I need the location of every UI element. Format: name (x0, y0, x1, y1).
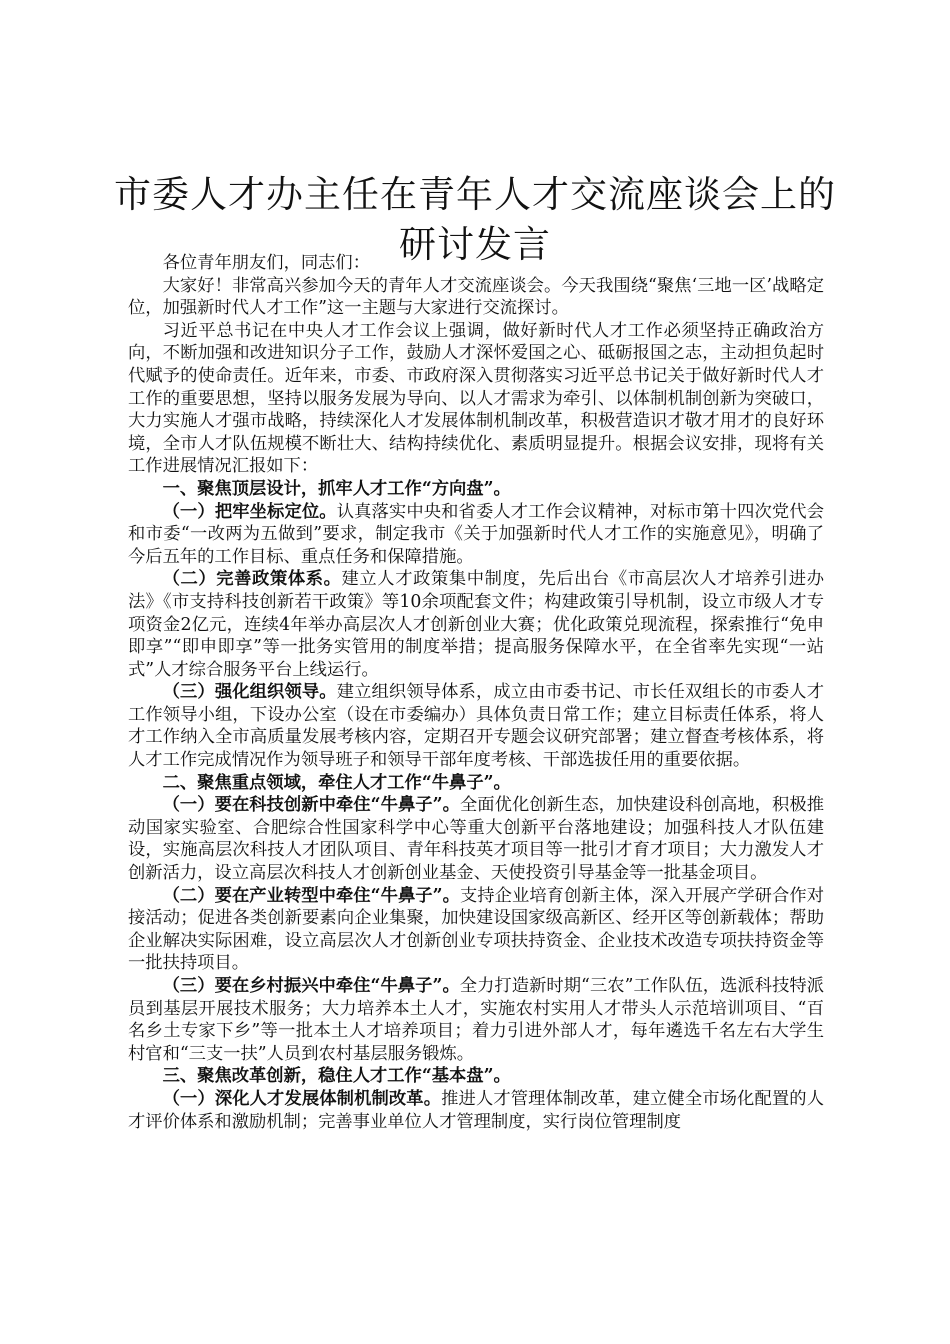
subsection-text: 支持企业培育创新主体，深入开展产学研合作对接活动；促进各类创新要素向企业集聚，加快建设国家级高新区、经开区等创新载体；帮助企业解决实际困难，设立高层次人才创新创业专项扶持资金、企业技术改造专项扶持资金等一批扶持项目。 (128, 885, 824, 974)
subsection-paragraph (128, 681, 824, 771)
body-paragraph: 大家好！非常高兴参加今天的青年人才交流座谈会。今天我围绕“聚焦‘三地一区’战略定位，加强新时代人才工作”这一主题与大家进行交流探讨。 (128, 275, 824, 319)
section-heading: 一、聚焦顶层设计，抓牢人才工作“方向盘”。 (162, 478, 511, 499)
subsection-text: 认真落实中央和省委人才工作会议精神，对标市第十四次党代会和市委“一改两为五做到”要求，制定我市《关于加强新时代人才工作的实施意见》，明确了今后五年的工作目标、重点任务和保障措施。 (128, 501, 824, 567)
subsection-lead: （一）要在科技创新中牵住“牛鼻子”。 (162, 795, 460, 816)
subsection-text: 推进人才管理体制改革，建立健全市场化配置的人才评价体系和激励机制；完善事业单位人才管理制度，实行岗位管理制度 (128, 1088, 824, 1132)
section-heading: 二、聚焦重点领域，牵住人才工作“牛鼻子”。 (162, 772, 511, 793)
subsection-lead: （三）要在乡村振兴中牵住“牛鼻子”。 (162, 976, 460, 996)
section-heading: 三、聚焦改革创新，稳住人才工作“基本盘”。 (162, 1066, 511, 1087)
subsection-paragraph (128, 1088, 824, 1133)
subsection-paragraph (128, 885, 824, 975)
subsection-lead: （一）深化人才发展体制机制改革。 (162, 1088, 442, 1109)
subsection-lead: （三）强化组织领导。 (162, 682, 337, 703)
document-body (128, 252, 824, 1133)
body-paragraph: 习近平总书记在中央人才工作会议上强调，做好新时代人才工作必须坚持正确政治方向，不断加强和改进知识分子工作，鼓励人才深怀爱国之心、砥砺报国之志，主动担负起时代赋予的使命责任。近年来，市委、市政府深入贯彻落实习近平总书记关于做好新时代人才工作的重要思想，坚持以服务发展为导向、以人才需求为牵引、以体制机制创新为突破口，大力实施人才强市战略，持续深化人才发展体制机制改革，积极营造识才敬才用才的良好环境，全市人才队伍规模不断壮大、结构持续优化、素质明显提升。根据会议安排，现将有关工作进展情况汇报如下： (128, 320, 824, 477)
subsection-paragraph (128, 975, 824, 1065)
subsection-lead: （一）把牢坐标定位。 (162, 501, 337, 522)
subsection-paragraph (128, 501, 824, 569)
subsection-lead: （二）完善政策体系。 (162, 569, 342, 590)
subsection-text: 建立人才政策集中制度，先后出台《市高层次人才培养引进办法》《市支持科技创新若干政策》等10余项配套文件；构建政策引导机制，设立市级人才专项资金2亿元，连续4年举办高层次人才创新创业大赛；优化政策兑现流程，探索推行“免申即享”“即申即享”等一批务实管用的制度举措；提高服务保障水平，在全省率先实现“一站式”人才综合服务平台上线运行。 (128, 569, 824, 680)
subsection-lead: （二）要在产业转型中牵住“牛鼻子”。 (162, 885, 460, 906)
subsection-paragraph (128, 794, 824, 884)
subsection-text: 建立组织领导体系，成立由市委书记、市长任双组长的市委人才工作领导小组，下设办公室（设在市委编办）具体负责日常工作；建立目标责任体系，将人才工作纳入全市高质量发展考核内容，定期召开专题会议研究部署；建立督查考核体系，将人才工作完成情况作为领导班子和领导干部年度考核、干部选拔任用的重要依据。 (128, 682, 824, 771)
document-title: 市委人才办主任在青年人才交流座谈会上的研讨发言 (114, 173, 836, 266)
body-paragraph: 各位青年朋友们，同志们： (162, 253, 370, 273)
subsection-paragraph (128, 568, 824, 681)
subsection-text: 全力打造新时期“三农”工作队伍，选派科技特派员到基层开展技术服务；大力培养本土人才，实施农村实用人才带头人示范培训项目、“百名乡土专家下乡”等一批本土人才培养项目；着力引进外部人才，每年遴选千名左右大学生村官和“三支一扶”人员到农村基层服务锻炼。 (128, 976, 825, 1064)
subsection-text: 全面优化创新生态，加快建设科创高地，积极推动国家实验室、合肥综合性国家科学中心等重大创新平台落地建设；加强科技人才队伍建设，实施高层次科技人才团队项目、青年科技英才项目等一批引才育才项目；大力激发人才创新活力，设立高层次科技人才创新创业基金、天使投资引导基金等一批基金项目。 (128, 795, 824, 884)
